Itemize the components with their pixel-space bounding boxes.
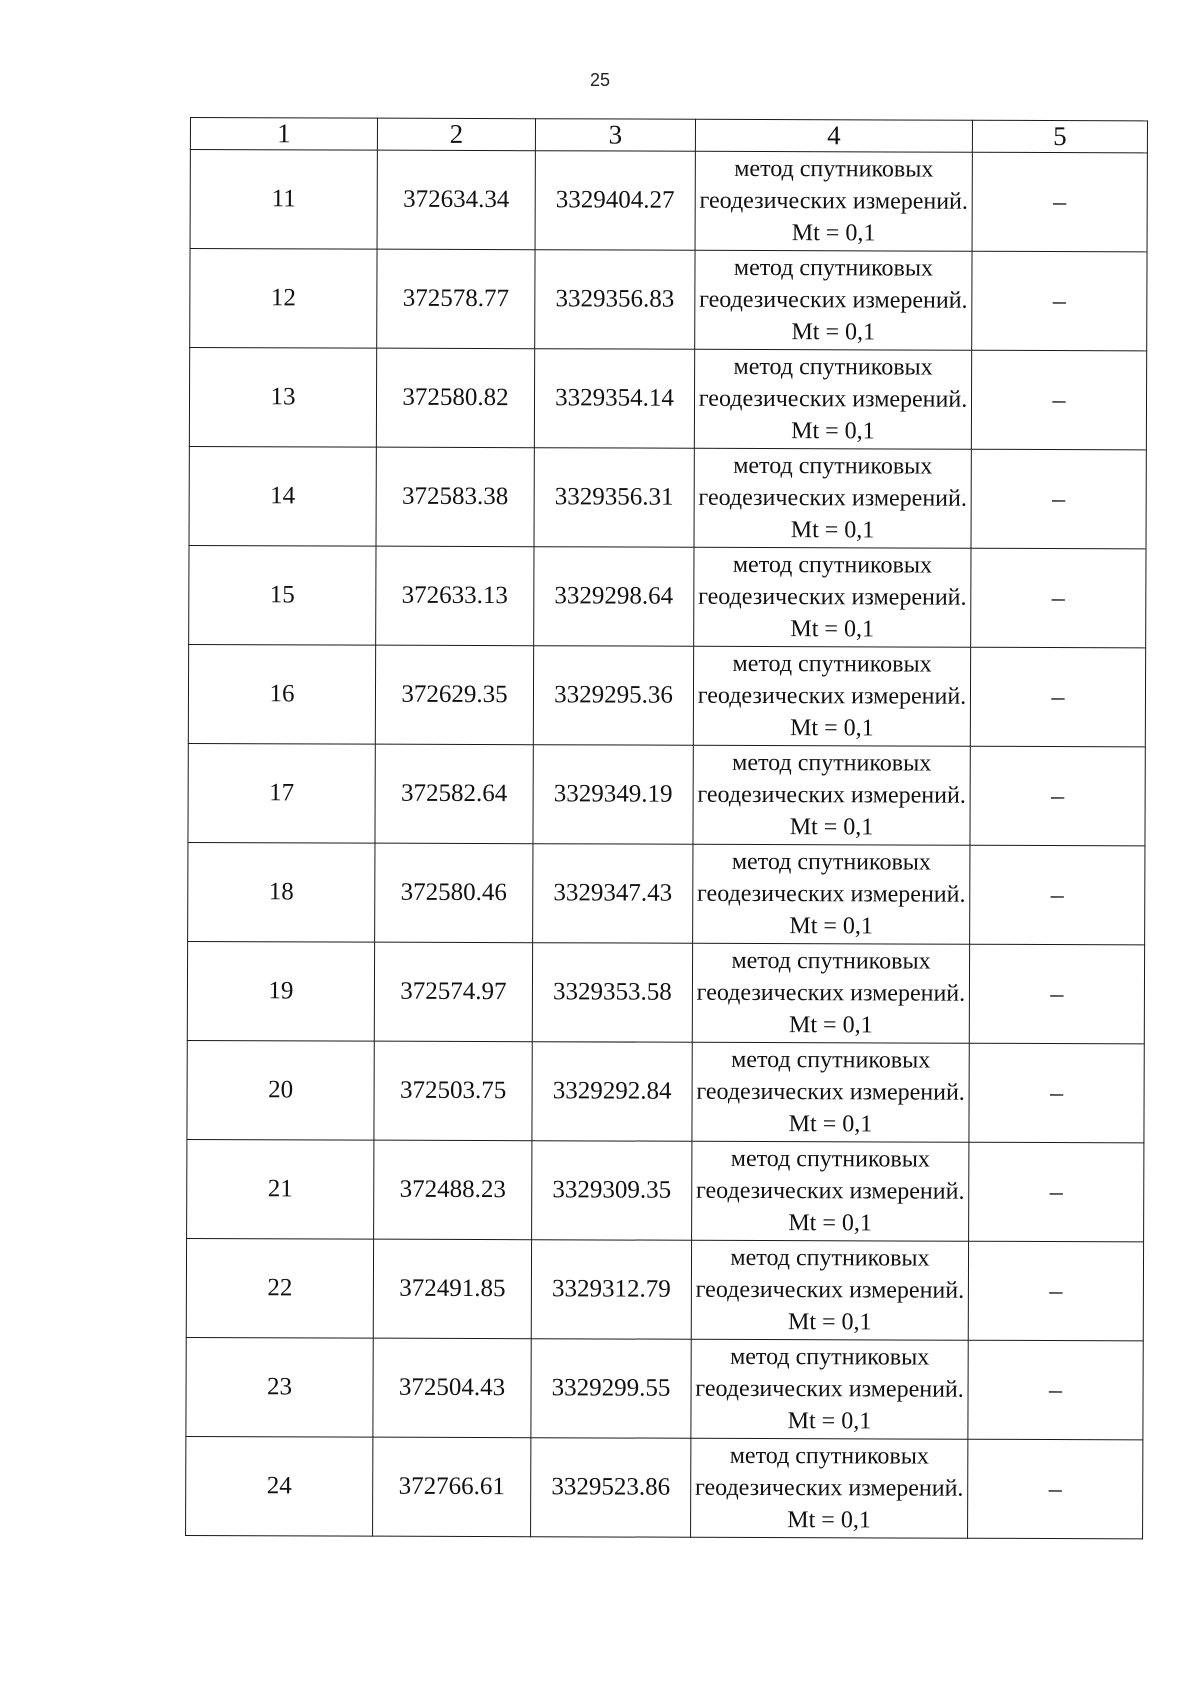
method-cell: метод спутниковых геодезических измерений. Mt = 0,1 [693,745,970,845]
method-cell: метод спутниковых геодезических измерений. Mt = 0,1 [693,646,970,746]
table-header [190,118,1147,153]
note-cell: – [971,548,1146,648]
point-number-cell: 24 [186,1436,373,1536]
table-row [190,150,1147,252]
x-coordinate-cell: 372491.85 [373,1239,531,1339]
note-cell: – [971,449,1146,549]
x-coordinate-cell: 372580.46 [375,843,533,943]
table-row [187,1139,1144,1241]
y-coordinate-cell: 3329356.83 [535,250,695,350]
table-row [189,348,1146,450]
table-row [190,249,1147,351]
point-number-cell: 21 [187,1139,374,1239]
note-cell: – [972,152,1147,252]
y-coordinate-cell: 3329523.86 [531,1438,691,1538]
note-cell: – [968,1439,1143,1539]
page-number: 25 [589,70,611,90]
y-coordinate-cell: 3329298.64 [534,547,694,647]
header-col-1: 1 [190,118,377,151]
method-cell: метод спутниковых геодезических измерений. Mt = 0,1 [692,1042,969,1142]
point-number-cell: 11 [190,150,377,250]
note-cell: – [968,1340,1143,1440]
x-coordinate-cell: 372574.97 [374,942,532,1042]
point-number-cell: 22 [186,1238,373,1338]
method-cell: метод спутниковых геодезических измерений. Mt = 0,1 [691,1339,968,1439]
note-cell: – [968,1241,1143,1341]
note-cell: – [970,647,1145,747]
x-coordinate-cell: 372766.61 [373,1437,531,1537]
x-coordinate-cell: 372503.75 [374,1041,532,1141]
point-number-cell: 17 [188,743,375,843]
header-col-5: 5 [972,120,1147,153]
y-coordinate-cell: 3329295.36 [533,646,693,746]
note-cell: – [969,944,1144,1044]
x-coordinate-cell: 372583.38 [376,447,534,547]
point-number-cell: 20 [187,1040,374,1140]
y-coordinate-cell: 3329353.58 [532,943,692,1043]
method-cell: метод спутниковых геодезических измерений. Mt = 0,1 [695,250,972,350]
table-body [186,150,1148,1539]
y-coordinate-cell: 3329299.55 [531,1339,691,1439]
point-number-cell: 18 [188,842,375,942]
table-row [187,941,1144,1043]
table-row [186,1436,1143,1538]
x-coordinate-cell: 372488.23 [374,1140,532,1240]
x-coordinate-cell: 372578.77 [377,249,535,349]
table-row [189,545,1146,647]
coordinates-table [185,117,1148,1539]
method-cell: метод спутниковых геодезических измерений. Mt = 0,1 [692,943,969,1043]
x-coordinate-cell: 372582.64 [375,744,533,844]
method-cell: метод спутниковых геодезических измерений. Mt = 0,1 [692,1141,969,1241]
method-cell: метод спутниковых геодезических измерений. Mt = 0,1 [695,151,972,251]
y-coordinate-cell: 3329347.43 [533,844,693,944]
y-coordinate-cell: 3329354.14 [534,349,694,449]
y-coordinate-cell: 3329292.84 [532,1042,692,1142]
header-col-3: 3 [535,119,695,152]
point-number-cell: 12 [190,249,377,349]
x-coordinate-cell: 372634.34 [377,150,535,250]
point-number-cell: 16 [188,644,375,744]
method-cell: метод спутниковых геодезических измерений. Mt = 0,1 [694,448,971,548]
note-cell: – [972,251,1147,351]
point-number-cell: 23 [186,1337,373,1437]
note-cell: – [970,845,1145,945]
table-row [188,743,1145,845]
method-cell: метод спутниковых геодезических измерений. Mt = 0,1 [693,844,970,944]
note-cell: – [969,1142,1144,1242]
header-col-2: 2 [377,118,535,151]
note-cell: – [969,1043,1144,1143]
table-row [188,644,1145,746]
header-row [190,118,1147,153]
table-row [189,446,1146,548]
table-row [186,1238,1143,1340]
method-cell: метод спутниковых геодезических измерений. Mt = 0,1 [694,547,971,647]
y-coordinate-cell: 3329309.35 [532,1141,692,1241]
y-coordinate-cell: 3329312.79 [531,1240,691,1340]
note-cell: – [971,350,1146,450]
x-coordinate-cell: 372633.13 [376,546,534,646]
x-coordinate-cell: 372504.43 [373,1338,531,1438]
point-number-cell: 14 [189,446,376,546]
table-row [186,1337,1143,1439]
table-row [187,1040,1144,1142]
y-coordinate-cell: 3329404.27 [535,151,695,251]
y-coordinate-cell: 3329356.31 [534,448,694,548]
note-cell: – [970,746,1145,846]
method-cell: метод спутниковых геодезических измерений. Mt = 0,1 [694,349,971,449]
method-cell: метод спутниковых геодезических измерений. Mt = 0,1 [691,1240,968,1340]
header-col-4: 4 [695,119,972,152]
point-number-cell: 19 [187,941,374,1041]
point-number-cell: 15 [189,545,376,645]
x-coordinate-cell: 372580.82 [376,348,534,448]
point-number-cell: 13 [189,348,376,448]
table-row [188,842,1145,944]
x-coordinate-cell: 372629.35 [375,645,533,745]
method-cell: метод спутниковых геодезических измерений. Mt = 0,1 [691,1438,968,1538]
y-coordinate-cell: 3329349.19 [533,745,693,845]
